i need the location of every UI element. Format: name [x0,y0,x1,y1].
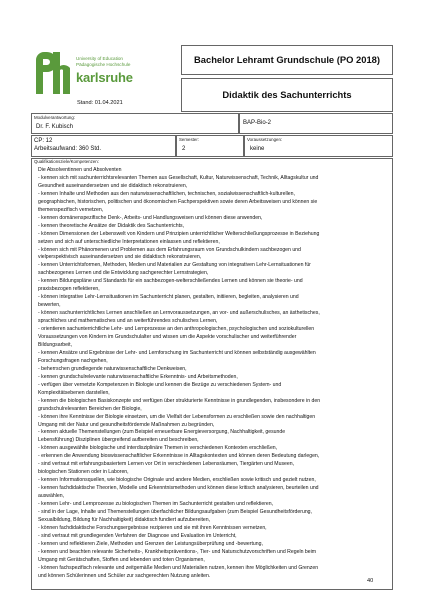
program-title: Bachelor Lehramt Grundschule (PO 2018) [194,54,380,65]
competence-line: - können fachdidaktische Forschungsergebnisse rezipieren und sie mit ihren Kenntnissen vernetzen, [38,524,267,531]
semester-value: 2 [182,146,186,152]
competence-line: Voraussetzungen von Kindern im Grundschulalter und wissen um die Aspekte vorschulischer und weiterführender [38,334,297,341]
logo-university-en: University of Education [76,56,123,61]
credits-workload: Arbeitsaufwand: 360 Std. [34,146,102,152]
credits-cp: CP: 12 [34,138,53,144]
competence-line: - verfügen über vernetzte Kompetenzen in Biologie und kennen die Bezüge zu verschiedenen System- und [38,381,282,388]
logo-university-de: Pädagogische Hochschule [76,62,131,67]
competence-line: sprachliches und mathematisches und an weiterführendes schulisches Lernen, [38,318,218,325]
credits-box [31,135,176,157]
competence-line: - können ihre Kenntnisse der Biologie einsetzen, um die Vielfalt der Lebensformen zu erschließen sowie den nachhaltigen [38,413,316,420]
competence-line: setzen und sich auf unterschiedliche Interpretationen einlassen und reflektieren, [38,238,220,245]
competence-line: Die Absolventinnen und Absolventen [38,167,122,173]
competence-line: - kennen fachdidaktische Theorien, Modelle und Erkenntnismethoden und können diese kritisch analysieren, beurteilen und [38,485,319,492]
program-title-box [181,45,393,75]
competence-line: - erkennen die Anwendung bioswissenschaftlicher Erkenntnisse in Alltagskontexten und können deren Bedeutung darlegen, [38,453,320,460]
competence-line: - sind vertraut mit grundlegenden Verfahren der Diagnose und Evaluation im Unterricht, [38,532,237,539]
competence-line: - sind in der Lage, Inhalte und Themenstellungen überfachlicher Bildungsaufgaben (zum Beispiel Gesundheitsförderung, [38,508,312,515]
competence-line: - kennen die biologischen Basiskonzepte und verfügen über strukturierte Kenntnisse in grundlegenden, insbesondere in den [38,397,321,404]
competence-line: Bildungsarbeit, [38,341,73,348]
competences-text [38,167,390,581]
competence-line: Sexualbildung, Bildung für Nachhaltigkeit) didaktisch fundiert aufzubereiten, [38,516,211,523]
competence-line: vielperspektivisch auseinandersetzen und sie didaktisch rekonstruieren, [38,254,202,261]
competence-line: sachbezogenes Lernen und die Entwicklung sachgerechter Lernstrategien, [38,270,209,277]
competence-line: - können sich mit Phänomenen und Problemen aus dem Erfahrungsraum von Grundschulkindern sachbezogen und [38,246,301,253]
competence-line: - orientieren sachunterrichtliche Lehr- und Lernprozesse an den anthropologischen, psychologischen und soziokulturellen [38,326,315,333]
competence-line: - können Dimensionen der Lebenswelt von Kindern und Prinzipien unterrichtlicher Welterschließungsprozesse in Beziehung [38,230,320,237]
prerequisites-box [244,135,393,157]
prerequisites-label: Voraussetzungen: [247,137,283,142]
semester-box [176,135,244,157]
competence-line: - können integrative Lehr-Lernsituationen im Sachunterricht planen, gestalten, initiieren, begleiten, analysieren und [38,294,299,301]
competence-line: auswählen, [38,493,65,500]
competence-line: geographischen, historischen, politischen und ökonomischen Fachperspektiven sowie deren Arbeitsweisen und können sie [38,198,318,205]
competence-line: - kennen aktuelle Themenstellungen (zum Beispiel erneuerbare Energieversorgung, Nachhaltigkeit, gesunde [38,429,286,436]
competence-line: Komplexitätsebenen darstellen, [38,389,110,396]
competence-line: praxisbezogen reflektieren, [38,286,100,293]
module-code: BAP-Bio-2 [243,120,272,126]
competence-line: Umgang mit der Natur und gesundheitsfördernde Maßnahmen zu begründen, [38,421,215,428]
competence-line: Umgang mit Gerätschaften, Stoffen und lebenden und toten Organismen, [38,556,205,563]
competence-line: - kennen Bildungspläne und Standards für ein sachbezogen-welterschließendes Lernen und können sie theorie- und [38,278,303,285]
competence-line: - sind vertraut mit erfahrungsbasiertem Lernen vor Ort in verschiedenen Lebensräumen, Tiergärten und Museen, [38,461,295,468]
competence-line: - können ausgewählte biologische und interdisziplinäre Themen in verschiedenen Kontexten erschließen, [38,445,278,452]
university-logo-ph [33,50,73,96]
competence-line: und können Schülerinnen und Schüler zur sachgerechten Nutzung anleiten. [38,572,211,579]
prerequisites-value: keine [250,146,265,152]
page-number: 40 [367,578,374,584]
competence-line: - kennen Unterrichtsformen, Methoden, Medien und Materialien zur Gestaltung von integrativen Lehr-Lernsituationen für [38,262,311,269]
competence-line: themenspezifisch vernetzen, [38,206,104,213]
competence-line: - können sachunterrichtliches Lernen anschließen an Lernvoraussetzungen, an vor- und außerschulisches, an ästhetisches, [38,310,320,317]
competence-line: bewerten, [38,302,61,309]
competence-line: - kennen grundschulrelevante naturwissenschaftliche Erkenntnis- und Arbeitsmethoden, [38,373,238,380]
competence-line: Forschungsfragen nachgehen, [38,357,108,364]
competence-line: - kennen Informationsquellen, wie biologische Originale und andere Medien, erschließen sowie kritisch und gezielt nutzen, [38,477,316,484]
competence-line: - beherrschen grundlegende naturwissenschaftliche Denkweisen, [38,365,187,372]
competence-line: - kennen domänenspezifische Denk-, Arbeits- und Handlungsweisen und können diese anwenden, [38,214,263,221]
competence-line: - kennen theoretische Ansätze der Didaktik des Sachunterrichts, [38,222,185,229]
competence-line: - kennen und beachten relevante Sicherheits-, Krankheitspräventions-, Tier- und Naturschutzvorschriften und Regeln beim [38,548,317,555]
competence-line: - kennen Lehr- und Lernprozesse zu biologischen Themen im Sachunterricht gestalten und reflektieren, [38,501,274,508]
competence-line: - kennen sich mit sachunterrichtsrelevanten Themen aus Gesellschaft, Kultur, Naturwissenschaft, Technik, Alltagskultur und [38,174,319,181]
responsible-box [31,113,239,134]
competence-line: grundschulrelevanten Bereichen der Biologie, [38,405,142,412]
competences-label: Qualifikationsziele/Kompetenzen: [34,159,99,164]
stand-date: Stand: 01.04.2021 [77,100,123,106]
competence-line: Gesundheit auseinandersetzen und sie didaktisch rekonstruieren, [38,182,188,189]
module-title-box [181,78,393,112]
competence-line: - kennen Ansätze und Ergebnisse der Lehr- und Lernforschung im Sachunterricht und können selbstständig ausgewählten [38,349,316,356]
module-title: Didaktik des Sachunterrichts [222,89,352,100]
competence-line: - können fachspezifisch relevante und zeitgemäße Medien und Materialien nutzen, kennen ihre Möglichkeiten und Grenzen [38,564,319,571]
competence-line: - kennen und reflektieren Ziele, Methoden und Grenzen der Leistungsüberprüfung und -bewertung, [38,540,263,547]
module-code-box [239,113,393,134]
competence-line: - kennen Inhalte und Methoden aus den naturwissenschaftlichen, technischen, sozialwissenschaftlich-kulturellen, [38,190,295,197]
logo-city: karlsruhe [76,70,133,85]
responsible-value: Dr. F. Kubisch [36,124,74,130]
competence-line: biologischen Stationen oder in Laboren, [38,469,129,476]
semester-label: Semester: [179,137,200,142]
responsible-label: Modulverantwortung: [34,115,76,120]
competence-line: Lebensführung) Disziplinen übergreifend aufbereiten und beschreiben, [38,437,199,444]
